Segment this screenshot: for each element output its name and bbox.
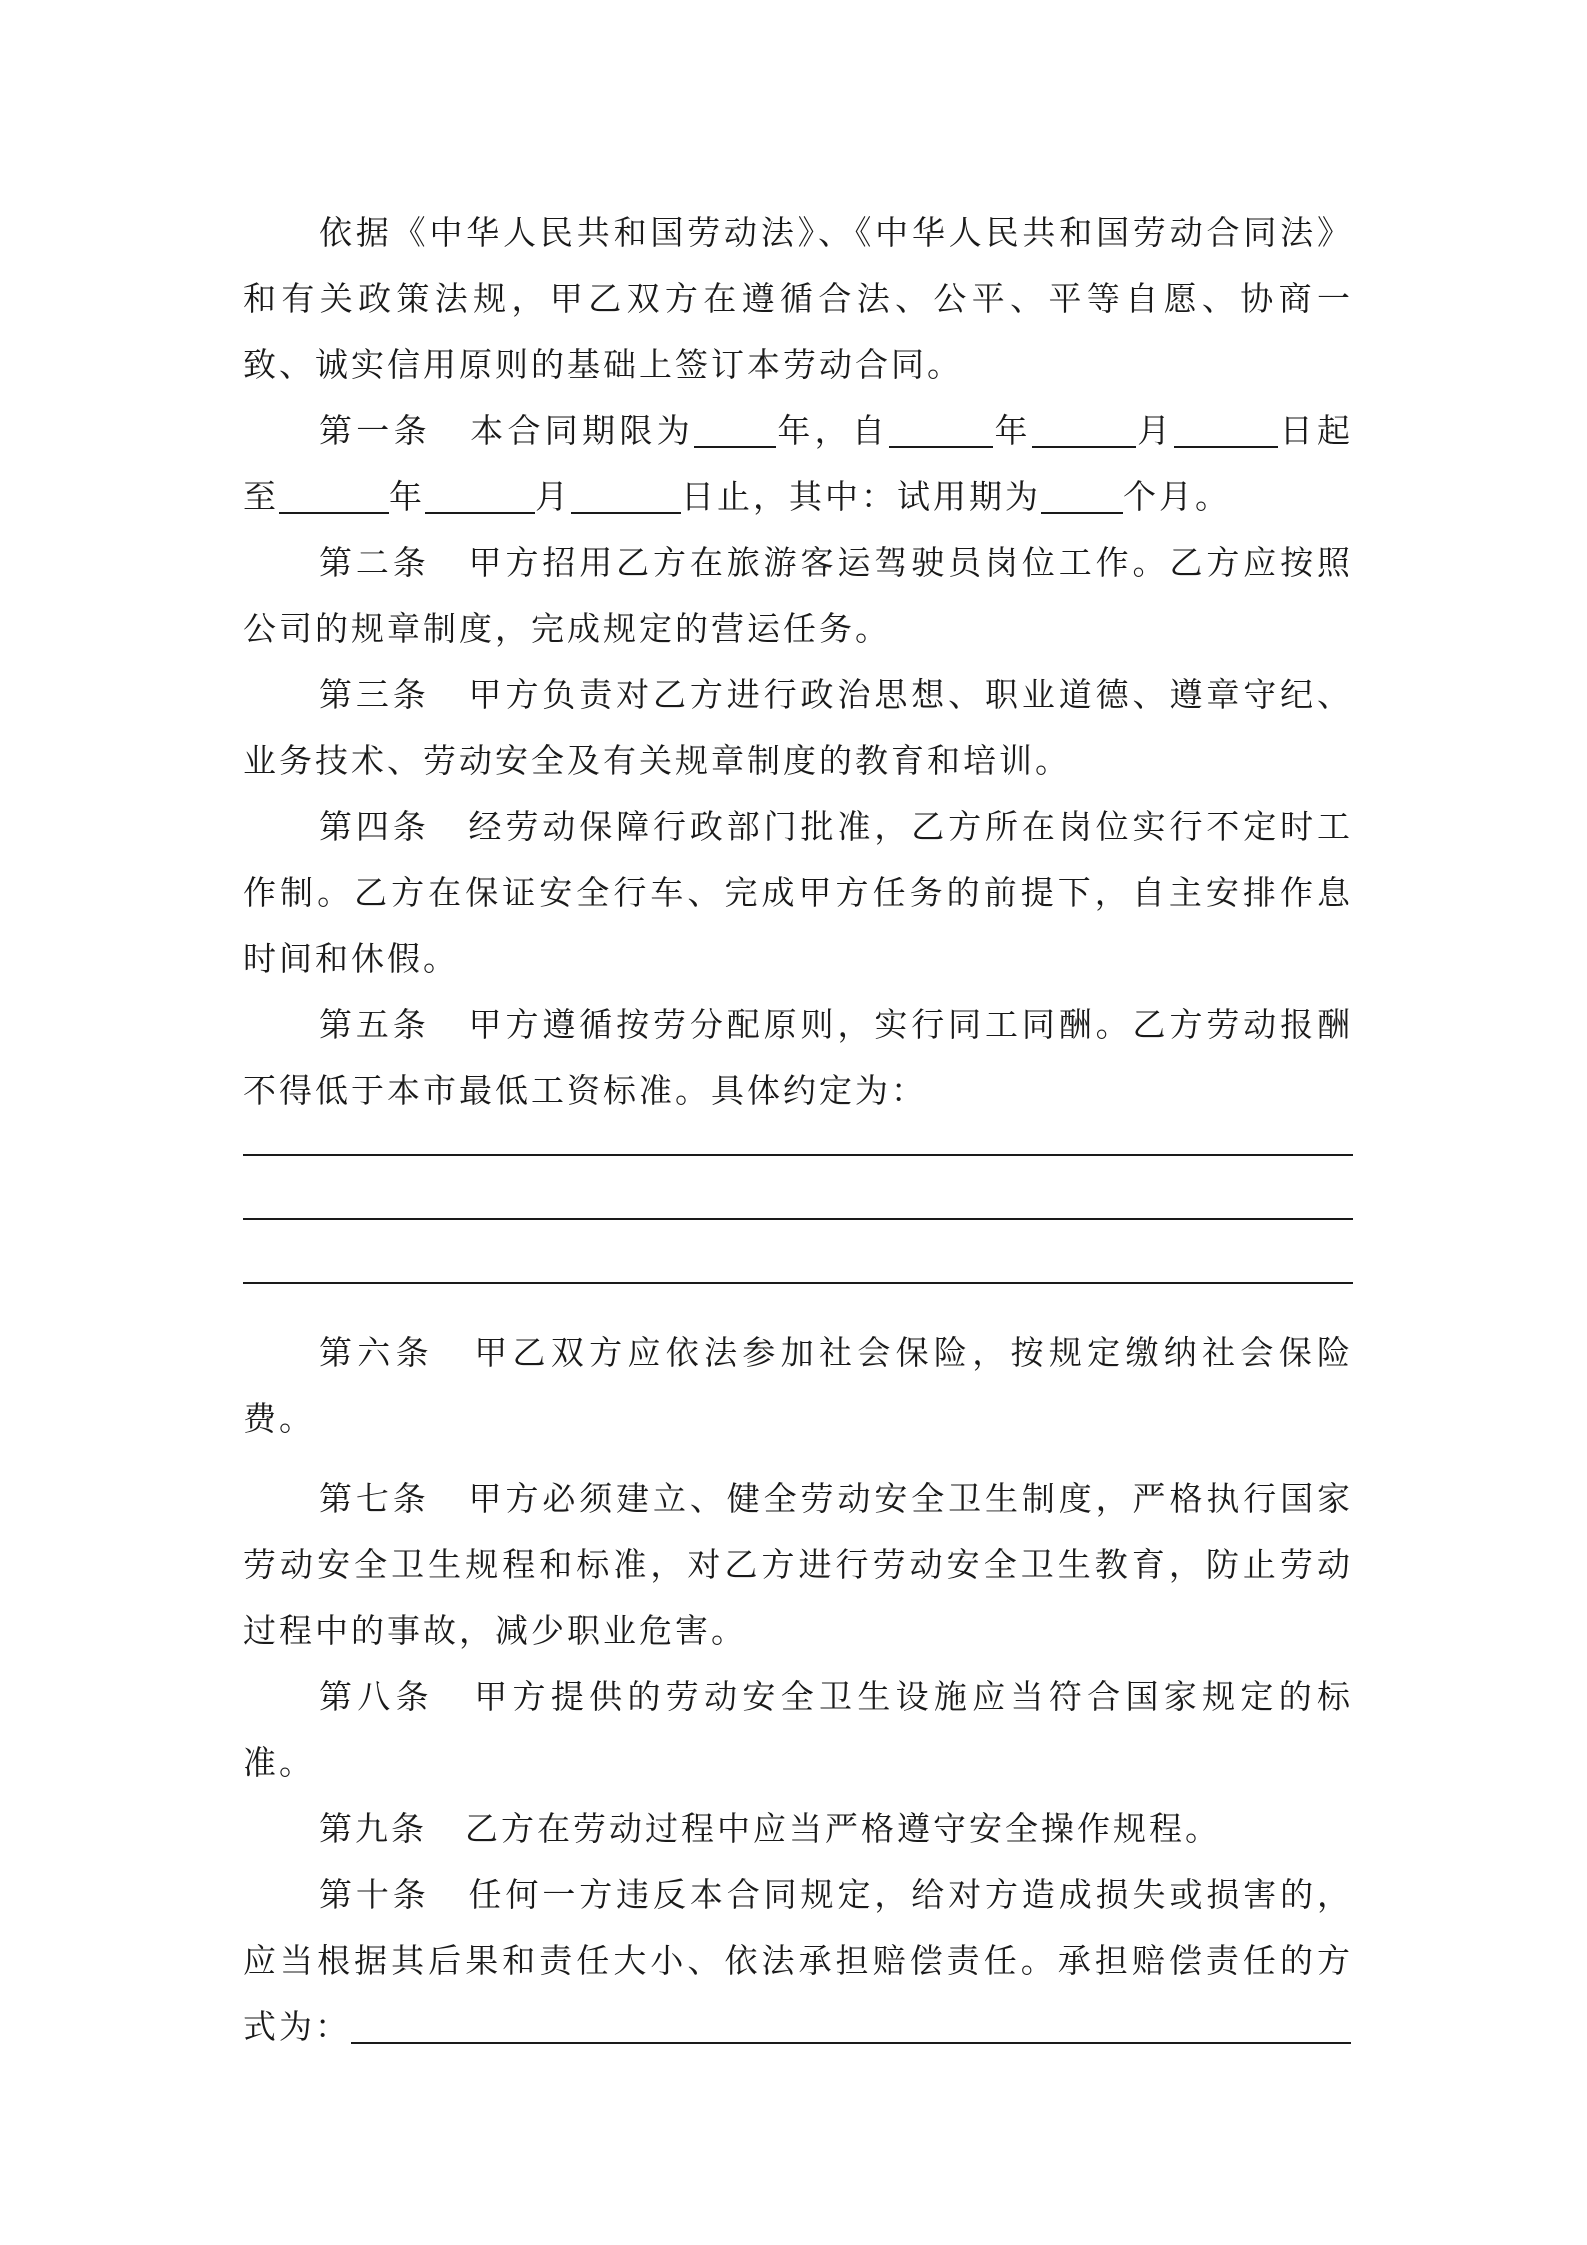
start-year-blank[interactable]: [889, 416, 993, 448]
end-month-blank[interactable]: [425, 482, 535, 514]
article-6-text: 甲乙双方应依法参加社会保险，按规定缴纳社会保险费。: [243, 1333, 1354, 1438]
contract-term-years-blank[interactable]: [694, 416, 776, 448]
article-1-title: 第一条: [319, 411, 431, 450]
probation-months-blank[interactable]: [1041, 482, 1123, 514]
article-8-title: 第八条: [319, 1677, 434, 1716]
start-month-blank[interactable]: [1032, 416, 1136, 448]
end-year-blank[interactable]: [279, 482, 389, 514]
article-4-title: 第四条: [319, 807, 430, 846]
article-4: [243, 794, 1353, 992]
article-6-title: 第六条: [319, 1333, 434, 1372]
compensation-method-blank[interactable]: [351, 2012, 1351, 2044]
contract-page: [243, 200, 1353, 2060]
article-2: [243, 530, 1353, 662]
article-9-title: 第九条: [319, 1809, 427, 1848]
article-6: [243, 1320, 1353, 1452]
article-9: [243, 1796, 1353, 1862]
article-5-title: 第五条: [319, 1005, 430, 1044]
salary-line-1[interactable]: [243, 1154, 1353, 1156]
article-3: [243, 662, 1353, 794]
article-8-text: 甲方提供的劳动安全卫生设施应当符合国家规定的标准。: [243, 1677, 1354, 1782]
salary-agreement-lines: [243, 1124, 1353, 1284]
start-day-blank[interactable]: [1174, 416, 1278, 448]
article-4-text: 经劳动保障行政部门批准，乙方所在岗位实行不定时工作制。乙方在保证安全行车、完成甲方任务的前提下，自主安排作息时间和休假。: [243, 807, 1354, 978]
article-5: [243, 992, 1353, 1124]
article-5-text: 甲方遵循按劳分配原则，实行同工同酬。乙方劳动报酬不得低于本市最低工资标准。具体约定为：: [243, 1005, 1354, 1110]
article-7: [243, 1466, 1353, 1664]
article-10-title: 第十条: [319, 1875, 430, 1914]
end-day-blank[interactable]: [571, 482, 681, 514]
article-3-title: 第三条: [319, 675, 430, 714]
article-2-title: 第二条: [319, 543, 430, 582]
article-8: [243, 1664, 1353, 1796]
salary-line-2[interactable]: [243, 1218, 1353, 1220]
article-10: [243, 1862, 1353, 2060]
article-1: 第一条 本合同期限为 年，自 年 月 日起至 年 月 日止，其中：试用期为 个月。: [243, 411, 1354, 516]
article-3-text: 甲方负责对乙方进行政治思想、职业道德、遵章守纪、业务技术、劳动安全及有关规章制度的教育和培训。: [243, 675, 1354, 780]
preamble: 依据《中华人民共和国劳动法》、《中华人民共和国劳动合同法》和有关政策法规，甲乙双方在遵循合法、公平、平等自愿、协商一致、诚实信用原则的基础上签订本劳动合同。: [243, 213, 1353, 384]
article-9-text: 乙方在劳动过程中应当严格遵守安全操作规程。: [465, 1809, 1221, 1848]
article-7-title: 第七条: [319, 1479, 430, 1518]
article-10-text: 任何一方违反本合同规定，给对方造成损失或损害的，应当根据其后果和责任大小、依法承担赔偿责任。承担赔偿责任的方式为：: [243, 1875, 1354, 2046]
article-2-text: 甲方招用乙方在旅游客运驾驶员岗位工作。乙方应按照公司的规章制度，完成规定的营运任务。: [243, 543, 1354, 648]
article-7-text: 甲方必须建立、健全劳动安全卫生制度，严格执行国家劳动安全卫生规程和标准，对乙方进行劳动安全卫生教育，防止劳动过程中的事故，减少职业危害。: [243, 1479, 1354, 1650]
